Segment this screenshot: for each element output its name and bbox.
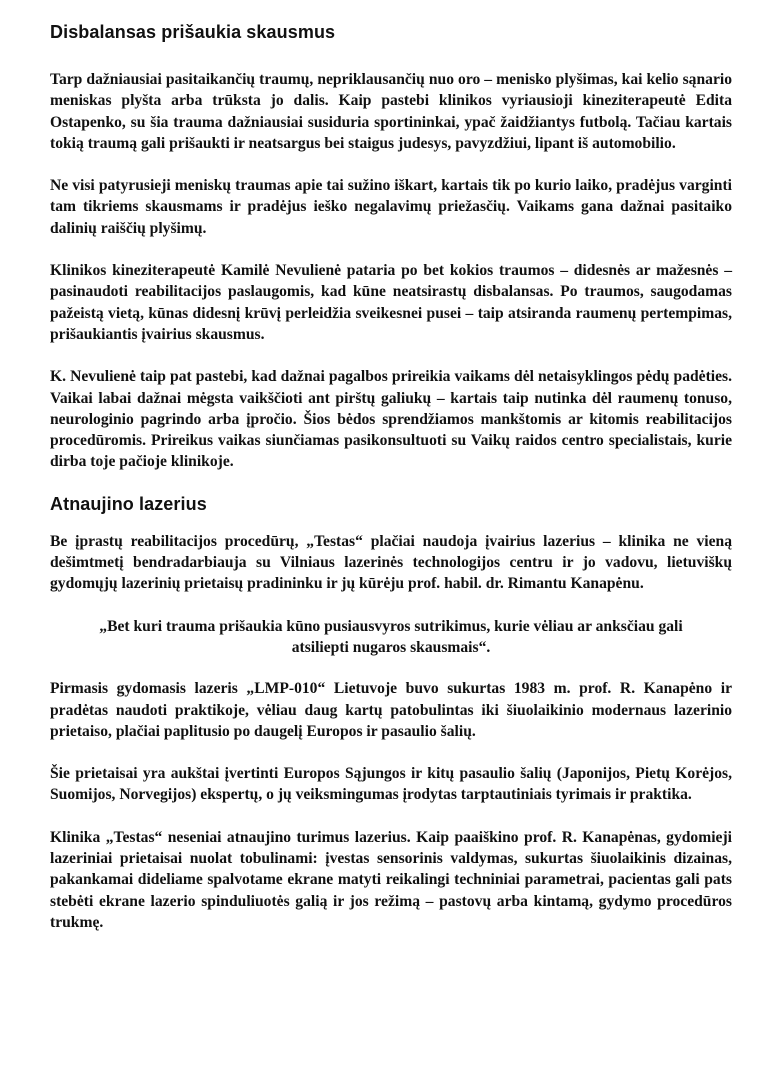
paragraph: Pirmasis gydomasis lazeris „LMP-010“ Lietuvoje buvo sukurtas 1983 m. prof. R. Kanapėno ir pradėtas naudoti praktikoje, vėliau daug kartų patobulintas iki šiuolaikinio modernaus lazerinio prietaiso, plačiai paplitusio po daugelį Europos ir pasaulio šalių. <box>50 680 732 740</box>
section-heading-disbalansas: Disbalansas prišaukia skausmus <box>50 22 336 42</box>
paragraph: Be įprastų reabilitacijos procedūrų, „Testas“ plačiai naudoja įvairius lazerius – klinika ne vieną dešimtmetį bendradarbiauja su Vilniaus lazerinės technologijos centru ir jo vadovu, lietuviškų gydomųjų lazerinių prietaisų pradininku ir jų kūrėju prof. habil. dr. Rimantu Kanapėnu. <box>50 532 732 593</box>
paragraph: Klinikos kineziterapeutė Kamilė Nevulienė pataria po bet kokios traumos – didesnės ar mažesnės – pasinaudoti reabilitacijos paslaugomis, kad kūne neatsirastų disbalansas. Po traumos, saugodamas pažeistą vietą, kūnas didesnį krūvį perleidžia sveikesnei pusei – taip atsiranda raumenų pertempimas, prišaukiantis įvairius skausmus. <box>50 262 732 343</box>
paragraph: Šie prietaisai yra aukštai įvertinti Europos Sąjungos ir kitų pasaulio šalių (Japonijos, Pietų Korėjos, Suomijos, Norvegijos) ekspertų, o jų veiksmingumas įrodytas tarptautiniais tyrimais ir praktika. <box>50 765 732 804</box>
section-heading-lazeriai: Atnaujino lazerius <box>50 493 207 514</box>
pull-quote: „Bet kuri trauma prišaukia kūno pusiausvyros sutrikimus, kurie vėliau ar anksčiau gali atsiliepti nugaros skausmais“. <box>99 617 683 656</box>
paragraph: Ne visi patyrusieji meniskų traumas apie tai sužino iškart, kartais tik po kurio laiko, pradėjus varginti tam tikriems skausmams ir pradėjus ieško negalavimų priežasčių. Vaikams gana dažnai pasitaiko dalinių raiščių plyšimų. <box>50 177 732 237</box>
paragraph: Tarp dažniausiai pasitaikančių traumų, nepriklausančių nuo oro – menisko plyšimas, kai kelio sąnario meniskas plyšta arba trūksta jo dalis. Kaip pastebi klinikos vyriausioji kineziterapeutė Edita Ostapenko, su šia trauma dažniausiai susiduria sportininkai, ypač žaidžiantys futbolą. Tačiau kartais tokią traumą gali prišaukti ir neatsargus bei staigus judesys, pavyzdžiui, lipant iš automobilio. <box>50 71 732 152</box>
paragraph: Klinika „Testas“ neseniai atnaujino turimus lazerius. Kaip paaiškino prof. R. Kanapėnas, gydomieji lazeriniai prietaisai nuolat tobulinami: įvestas sensorinis valdymas, sukurtas šiuolaikinis dizainas, pakankamai dideliame spalvotame ekrane matyti reikalingi techniniai parametrai, pacientas gali pats stebėti ekrane lazerio spinduliuotės galią ir jos režimą – pastovų arba kintamą, gydymo procedūros trukmę. <box>50 828 732 931</box>
paragraph: K. Nevulienė taip pat pastebi, kad dažnai pagalbos prireikia vaikams dėl netaisyklingos pėdų padėties. Vaikai labai dažnai mėgsta vaikščioti ant pirštų galiukų – kartais taip nutinka dėl raumenų tonuso, neurologinio pagrindo arba įpročio. Šios bėdos sprendžiamos mankštomis ar kitomis reabilitacijos procedūromis. Prireikus vaikas siunčiamas pasikonsultuoti su Vaikų raidos centro specialistais, kurie dirba toje pačioje klinikoje. <box>50 368 732 471</box>
document-page <box>50 22 732 954</box>
